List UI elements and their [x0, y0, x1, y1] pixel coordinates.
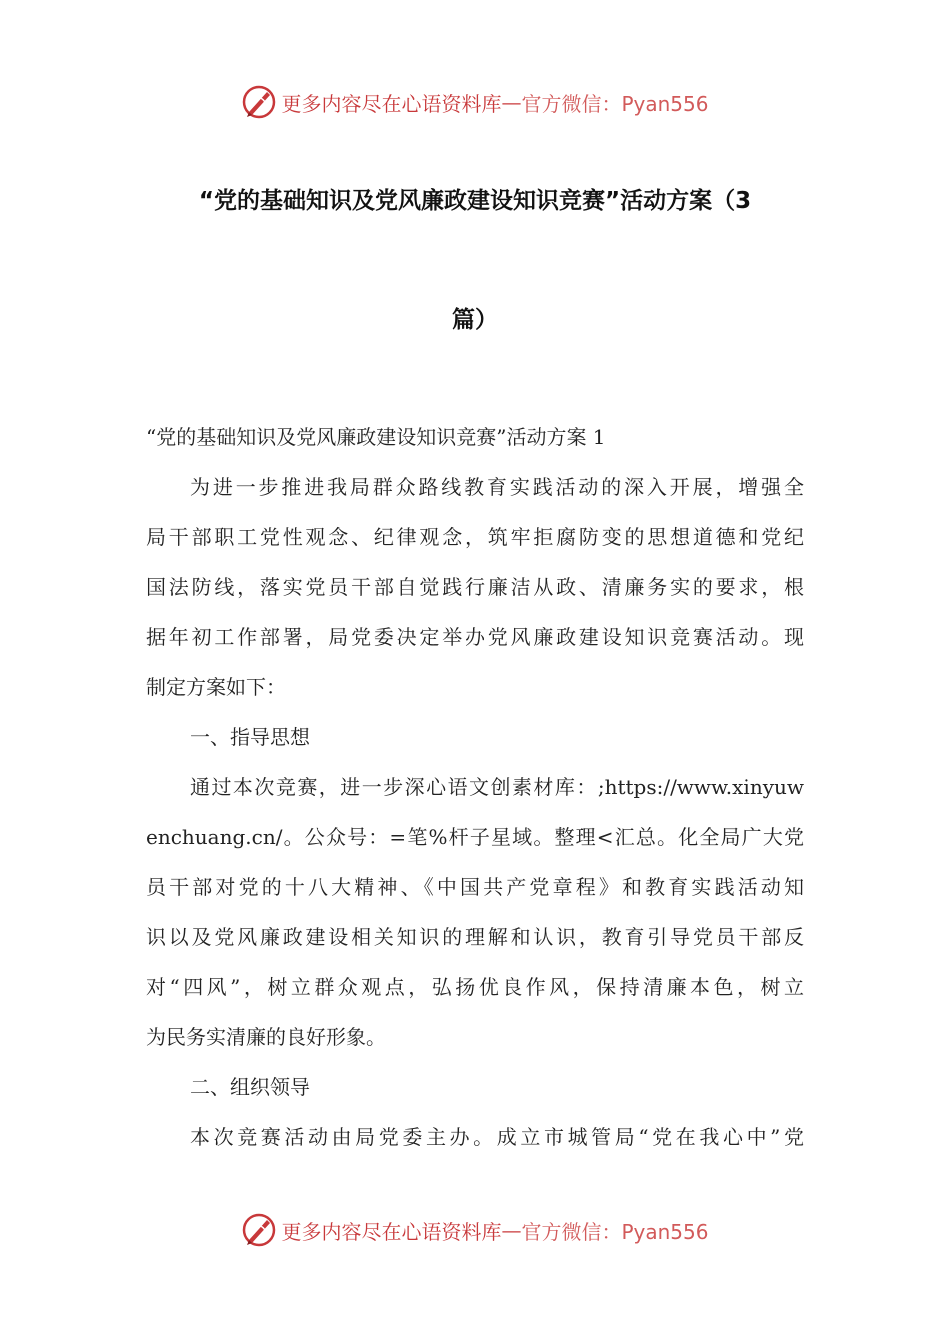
body-line: 本次竞赛活动由局党委主办。成立市城管局“党在我心中”党 [190, 1125, 804, 1149]
section-subtitle: “党的基础知识及党风廉政建设知识竞赛”活动方案 1 [146, 425, 606, 449]
body-line: 为民务实清廉的良好形象。 [146, 1025, 386, 1049]
document-title-line-2: 篇） [452, 307, 498, 333]
body-line: 员干部对党的十八大精神、《中国共产党章程》和教育实践活动知 [146, 875, 804, 899]
body-line: 局干部职工党性观念、纪律观念，筑牢拒腐防变的思想道德和党纪 [146, 525, 804, 549]
body-line: 据年初工作部署，局党委决定举办党风廉政建设知识竞赛活动。现 [146, 625, 804, 649]
watermark-main-text: 更多内容尽在心语资料库 [281, 91, 502, 116]
header-watermark [0, 82, 950, 122]
section-heading: 一、指导思想 [190, 725, 310, 749]
body-line: enchuang.cn/。公众号：=笔%杆子星域。整理<汇总。化全局广大党 [146, 825, 804, 849]
body-line: 制定方案如下： [146, 675, 286, 699]
watermark-main-text: 更多内容尽在心语资料库 [281, 1219, 502, 1244]
document-title-line-1: “党的基础知识及党风廉政建设知识竞赛”活动方案（3 [198, 188, 752, 214]
watermark-sub-text: 官方微信：Pyan556 [521, 91, 709, 116]
body-line: 国法防线，落实党员干部自觉践行廉洁从政、清廉务实的要求，根 [146, 575, 804, 599]
watermark-separator: — [501, 90, 522, 114]
body-line: 为进一步推进我局群众路线教育实践活动的深入开展，增强全 [190, 475, 804, 499]
section-heading: 二、组织领导 [190, 1075, 310, 1099]
body-line: 对“四风”，树立群众观点，弘扬优良作风，保持清廉本色，树立 [146, 975, 804, 999]
body-line: 通过本次竞赛，进一步深心语文创素材库：;https://www.xinyuw [190, 775, 804, 799]
body-line: 识以及党风廉政建设相关知识的理解和认识，教育引导党员干部反 [146, 925, 804, 949]
pen-quill-icon [241, 1212, 277, 1248]
watermark-separator: — [501, 1218, 522, 1242]
pen-quill-icon [241, 84, 277, 120]
footer-watermark [0, 1210, 950, 1250]
watermark-sub-text: 官方微信：Pyan556 [521, 1219, 709, 1244]
